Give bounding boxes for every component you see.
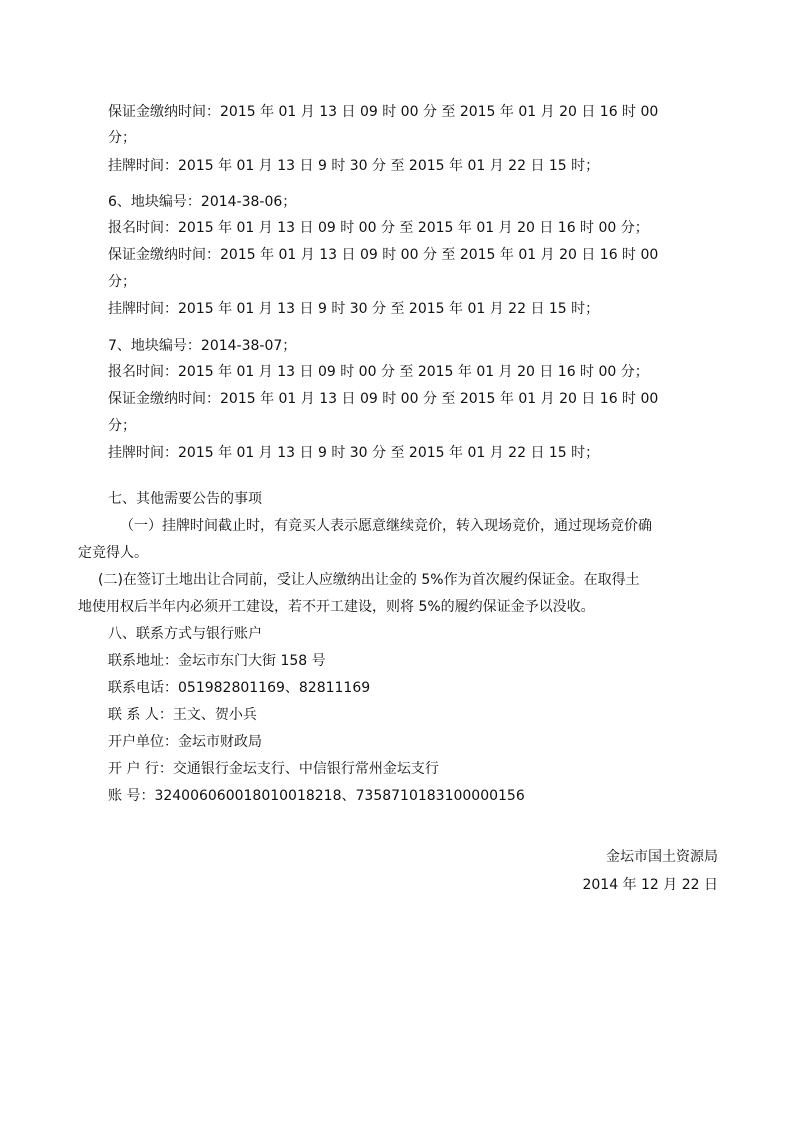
contact-phone: 联系电话：051982801169、82811169	[108, 680, 371, 696]
section-7-item-1-cont: 定竞得人。	[78, 545, 148, 561]
listing-time-line: 挂牌时间：2015 年 01 月 13 日 9 时 30 分 至 2015 年 01 月 22 日 15 时；	[108, 158, 600, 174]
deposit-time-line: 保证金缴纳时间：2015 年 01 月 13 日 09 时 00 分 至 2015 年 01 月 20 日 16 时 00	[108, 247, 659, 263]
parcel-7-heading: 7、地块编号：2014-38-07；	[108, 338, 297, 354]
deposit-time-line-cont: 分；	[108, 274, 136, 290]
deposit-time-line-cont: 分；	[108, 418, 136, 434]
account-bank: 开 户 行：交通银行金坛支行、中信银行常州金坛支行	[108, 761, 439, 777]
listing-time-line: 挂牌时间：2015 年 01 月 13 日 9 时 30 分 至 2015 年 01 月 22 日 15 时；	[108, 301, 600, 317]
parcel-6-heading: 6、地块编号：2014-38-06；	[108, 194, 297, 210]
account-holder: 开户单位：金坛市财政局	[108, 734, 262, 750]
contact-person: 联 系 人：王文、贺小兵	[108, 707, 257, 723]
registration-time-line: 报名时间：2015 年 01 月 13 日 09 时 00 分 至 2015 年 01 月 20 日 16 时 00 分；	[108, 220, 649, 236]
issue-date: 2014 年 12 月 22 日	[582, 877, 718, 893]
section-7-item-2: (二)在签订土地出让合同前，受让人应缴纳出让金的 5%作为首次履约保证金。在取得土	[98, 572, 640, 588]
deposit-time-line-cont: 分；	[108, 130, 136, 146]
section-7-item-1: （一）挂牌时间截止时，有竞买人表示愿意继续竞价，转入现场竞价，通过现场竞价确	[120, 518, 652, 534]
registration-time-line: 报名时间：2015 年 01 月 13 日 09 时 00 分 至 2015 年 01 月 20 日 16 时 00 分；	[108, 364, 649, 380]
account-number: 账 号：32400606001801001821​8、7358710183100000156	[108, 788, 525, 804]
section-8-heading: 八、联系方式与银行账户	[108, 626, 262, 642]
section-7-item-2-cont: 地使用权后半年内必须开工建设，若不开工建设，则将 5%的履约保证金予以没收。	[78, 599, 595, 615]
section-7-heading: 七、其他需要公告的事项	[108, 491, 262, 507]
deposit-time-line: 保证金缴纳时间：2015 年 01 月 13 日 09 时 00 分 至 2015 年 01 月 20 日 16 时 00	[108, 391, 659, 407]
contact-address: 联系地址：金坛市东门大街 158 号	[108, 653, 326, 669]
deposit-time-line: 保证金缴纳时间：2015 年 01 月 13 日 09 时 00 分 至 2015 年 01 月 20 日 16 时 00	[108, 104, 659, 120]
issuing-organization: 金坛市国土资源局	[606, 849, 718, 865]
listing-time-line: 挂牌时间：2015 年 01 月 13 日 9 时 30 分 至 2015 年 01 月 22 日 15 时；	[108, 445, 600, 461]
